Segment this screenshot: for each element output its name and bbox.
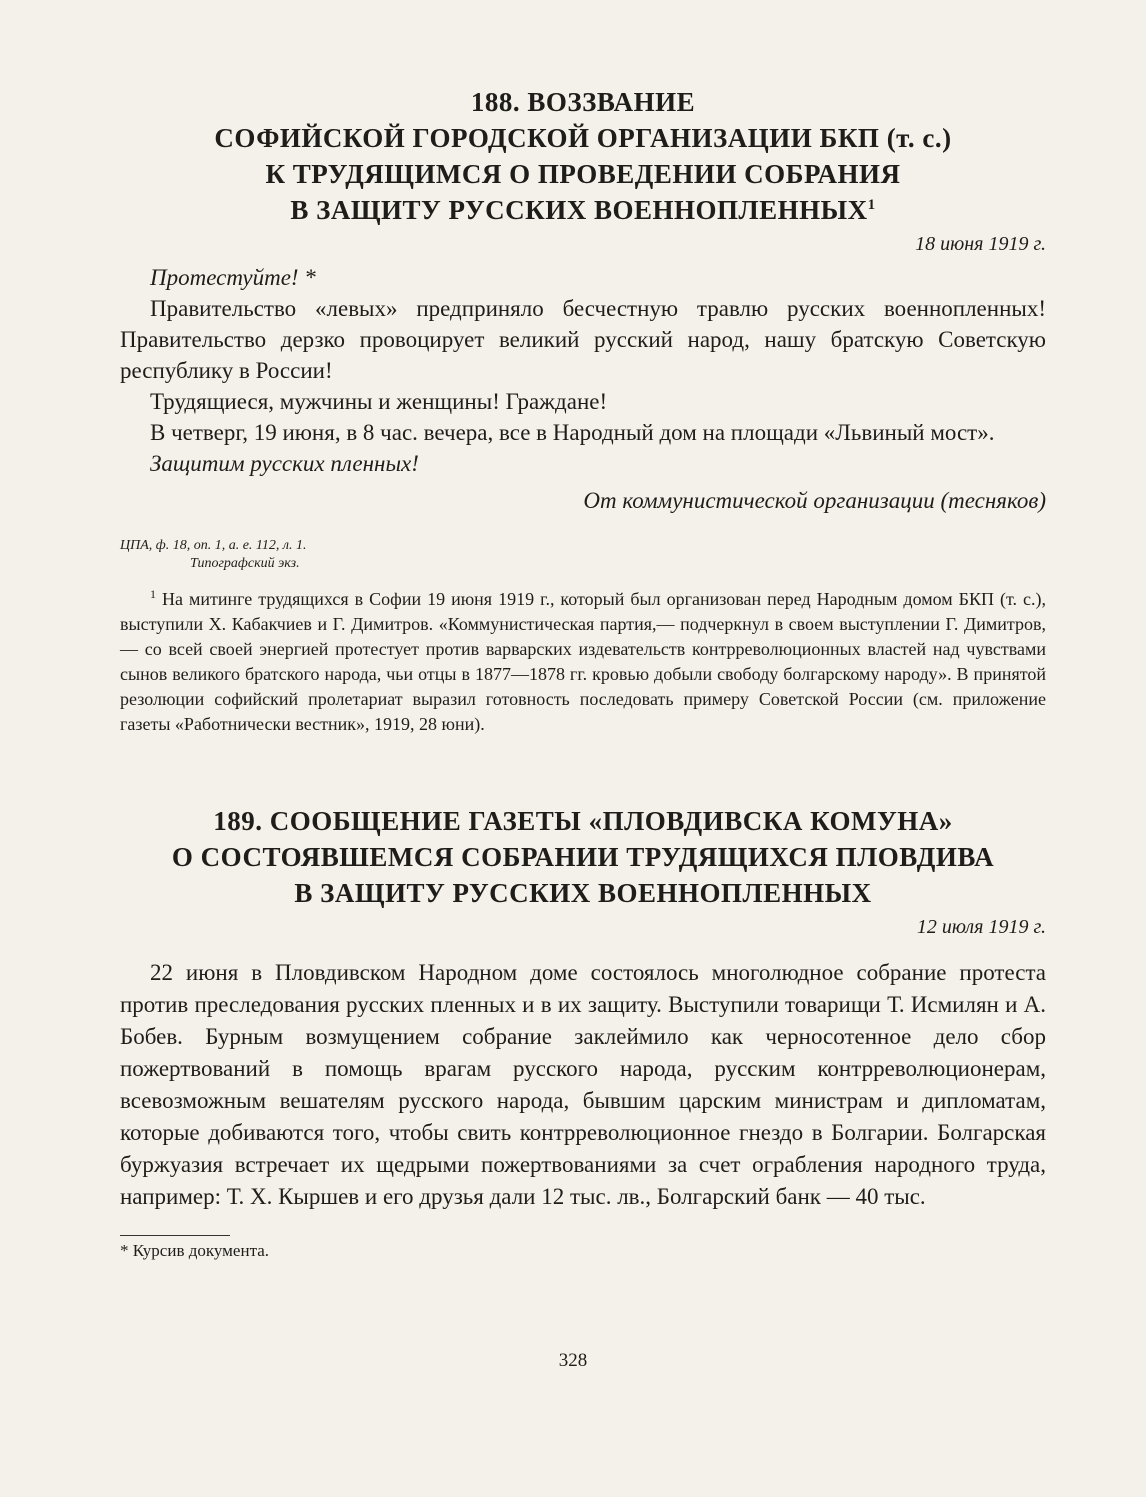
title-line: К ТРУДЯЩИМСЯ О ПРОВЕДЕНИИ СОБРАНИЯ: [265, 159, 901, 189]
section-gap: [120, 737, 1046, 803]
archive-line: ЦПА, ф. 18, оп. 1, а. е. 112, л. 1.: [120, 538, 307, 553]
title-line: 188. ВОЗЗВАНИЕ: [470, 87, 696, 117]
title-line: СОФИЙСКОЙ ГОРОДСКОЙ ОРГАНИЗАЦИИ БКП (т. с.): [214, 123, 952, 153]
title-line-last: [120, 192, 1046, 228]
call-line: Защитим русских пленных!: [150, 451, 419, 476]
footnote: * Курсив документа.: [120, 1241, 270, 1260]
title-line: В ЗАЩИТУ РУССКИХ ВОЕННОПЛЕННЫХ: [294, 878, 872, 908]
page-number: 328: [558, 1350, 588, 1371]
document-188-date: 18 июня 1919 г.: [915, 233, 1046, 255]
archive-reference: [120, 537, 1046, 573]
document-189-date: 12 июля 1919 г.: [916, 916, 1046, 938]
note-text: На митинге трудящихся в Софии 19 июня 1919 г., который был организован перед Народным домом БКП (т. с.), выступили Х. Кабакчиев и Г. Димитров. «Коммунистическая партия,— подчеркнул в своем выступлении Г. Димитров,— со всей своей энергией протестует против варварских издевательств контрреволюционных властей над чувствами сынов великого братского народа, чьи отцы в 1877—1878 гг. кровью добыли свободу болгарскому народу». В принятой резолюции софийский пролетариат выразил готовность последовать примеру Советской России (см. приложение газеты «Работнически вестник», 1919, 28 юни).: [120, 589, 1046, 734]
archive-sub-line: Типографский экз.: [190, 556, 300, 571]
title-footnote-mark: 1: [867, 197, 876, 213]
title-line-text: В ЗАЩИТУ РУССКИХ ВОЕННОПЛЕННЫХ: [290, 195, 868, 225]
document-188-title: [120, 84, 1046, 228]
exclamation-line: Протестуйте! *: [150, 265, 316, 290]
appeal-paragraph: Правительство «левых» предприняло бесчестную травлю русских военнопленных! Правительство дерзко провоцирует великий русский народ, нашу братскую Советскую республику в России!: [120, 296, 1046, 383]
signature: От коммунистической организации (тесняков): [583, 488, 1046, 513]
editorial-note: [120, 587, 1046, 737]
appeal-paragraph: Трудящиеся, мужчины и женщины! Граждане!: [150, 389, 608, 414]
appeal-paragraph: В четверг, 19 июня, в 8 час. вечера, все в Народный дом на площади «Львиный мост».: [150, 420, 995, 445]
note-mark: 1: [150, 587, 156, 601]
title-line: 189. СООБЩЕНИЕ ГАЗЕТЫ «ПЛОВДИВСКА КОМУНА»: [213, 806, 953, 836]
report-paragraph: 22 июня в Пловдивском Народном доме состоялось многолюдное собрание протеста против преследования русских пленных и в их защиту. Выступили товарищи Т. Исмилян и А. Бобев. Бурным возмущением собрание заклеймило как черносотенное дело сбор пожертвований в помощь врагам русского народа, русским контрреволюционерам, всевозможным вешателям русского народа, бывшим царским министрам и дипломатам, которые добиваются того, чтобы свить контрреволюционное гнездо в Болгарии. Болгарская буржуазия встречает их щедрыми пожертвованиями за счет ограбления народного труда, например: Т. Х. Кыршев и его друзья дали 12 тыс. лв., Болгарский банк — 40 тыс.: [120, 960, 1046, 1209]
title-line: О СОСТОЯВШЕМСЯ СОБРАНИИ ТРУДЯЩИХСЯ ПЛОВДИВА: [171, 842, 995, 872]
document-189-title: [120, 803, 1046, 911]
footnote-rule: [120, 1235, 230, 1236]
